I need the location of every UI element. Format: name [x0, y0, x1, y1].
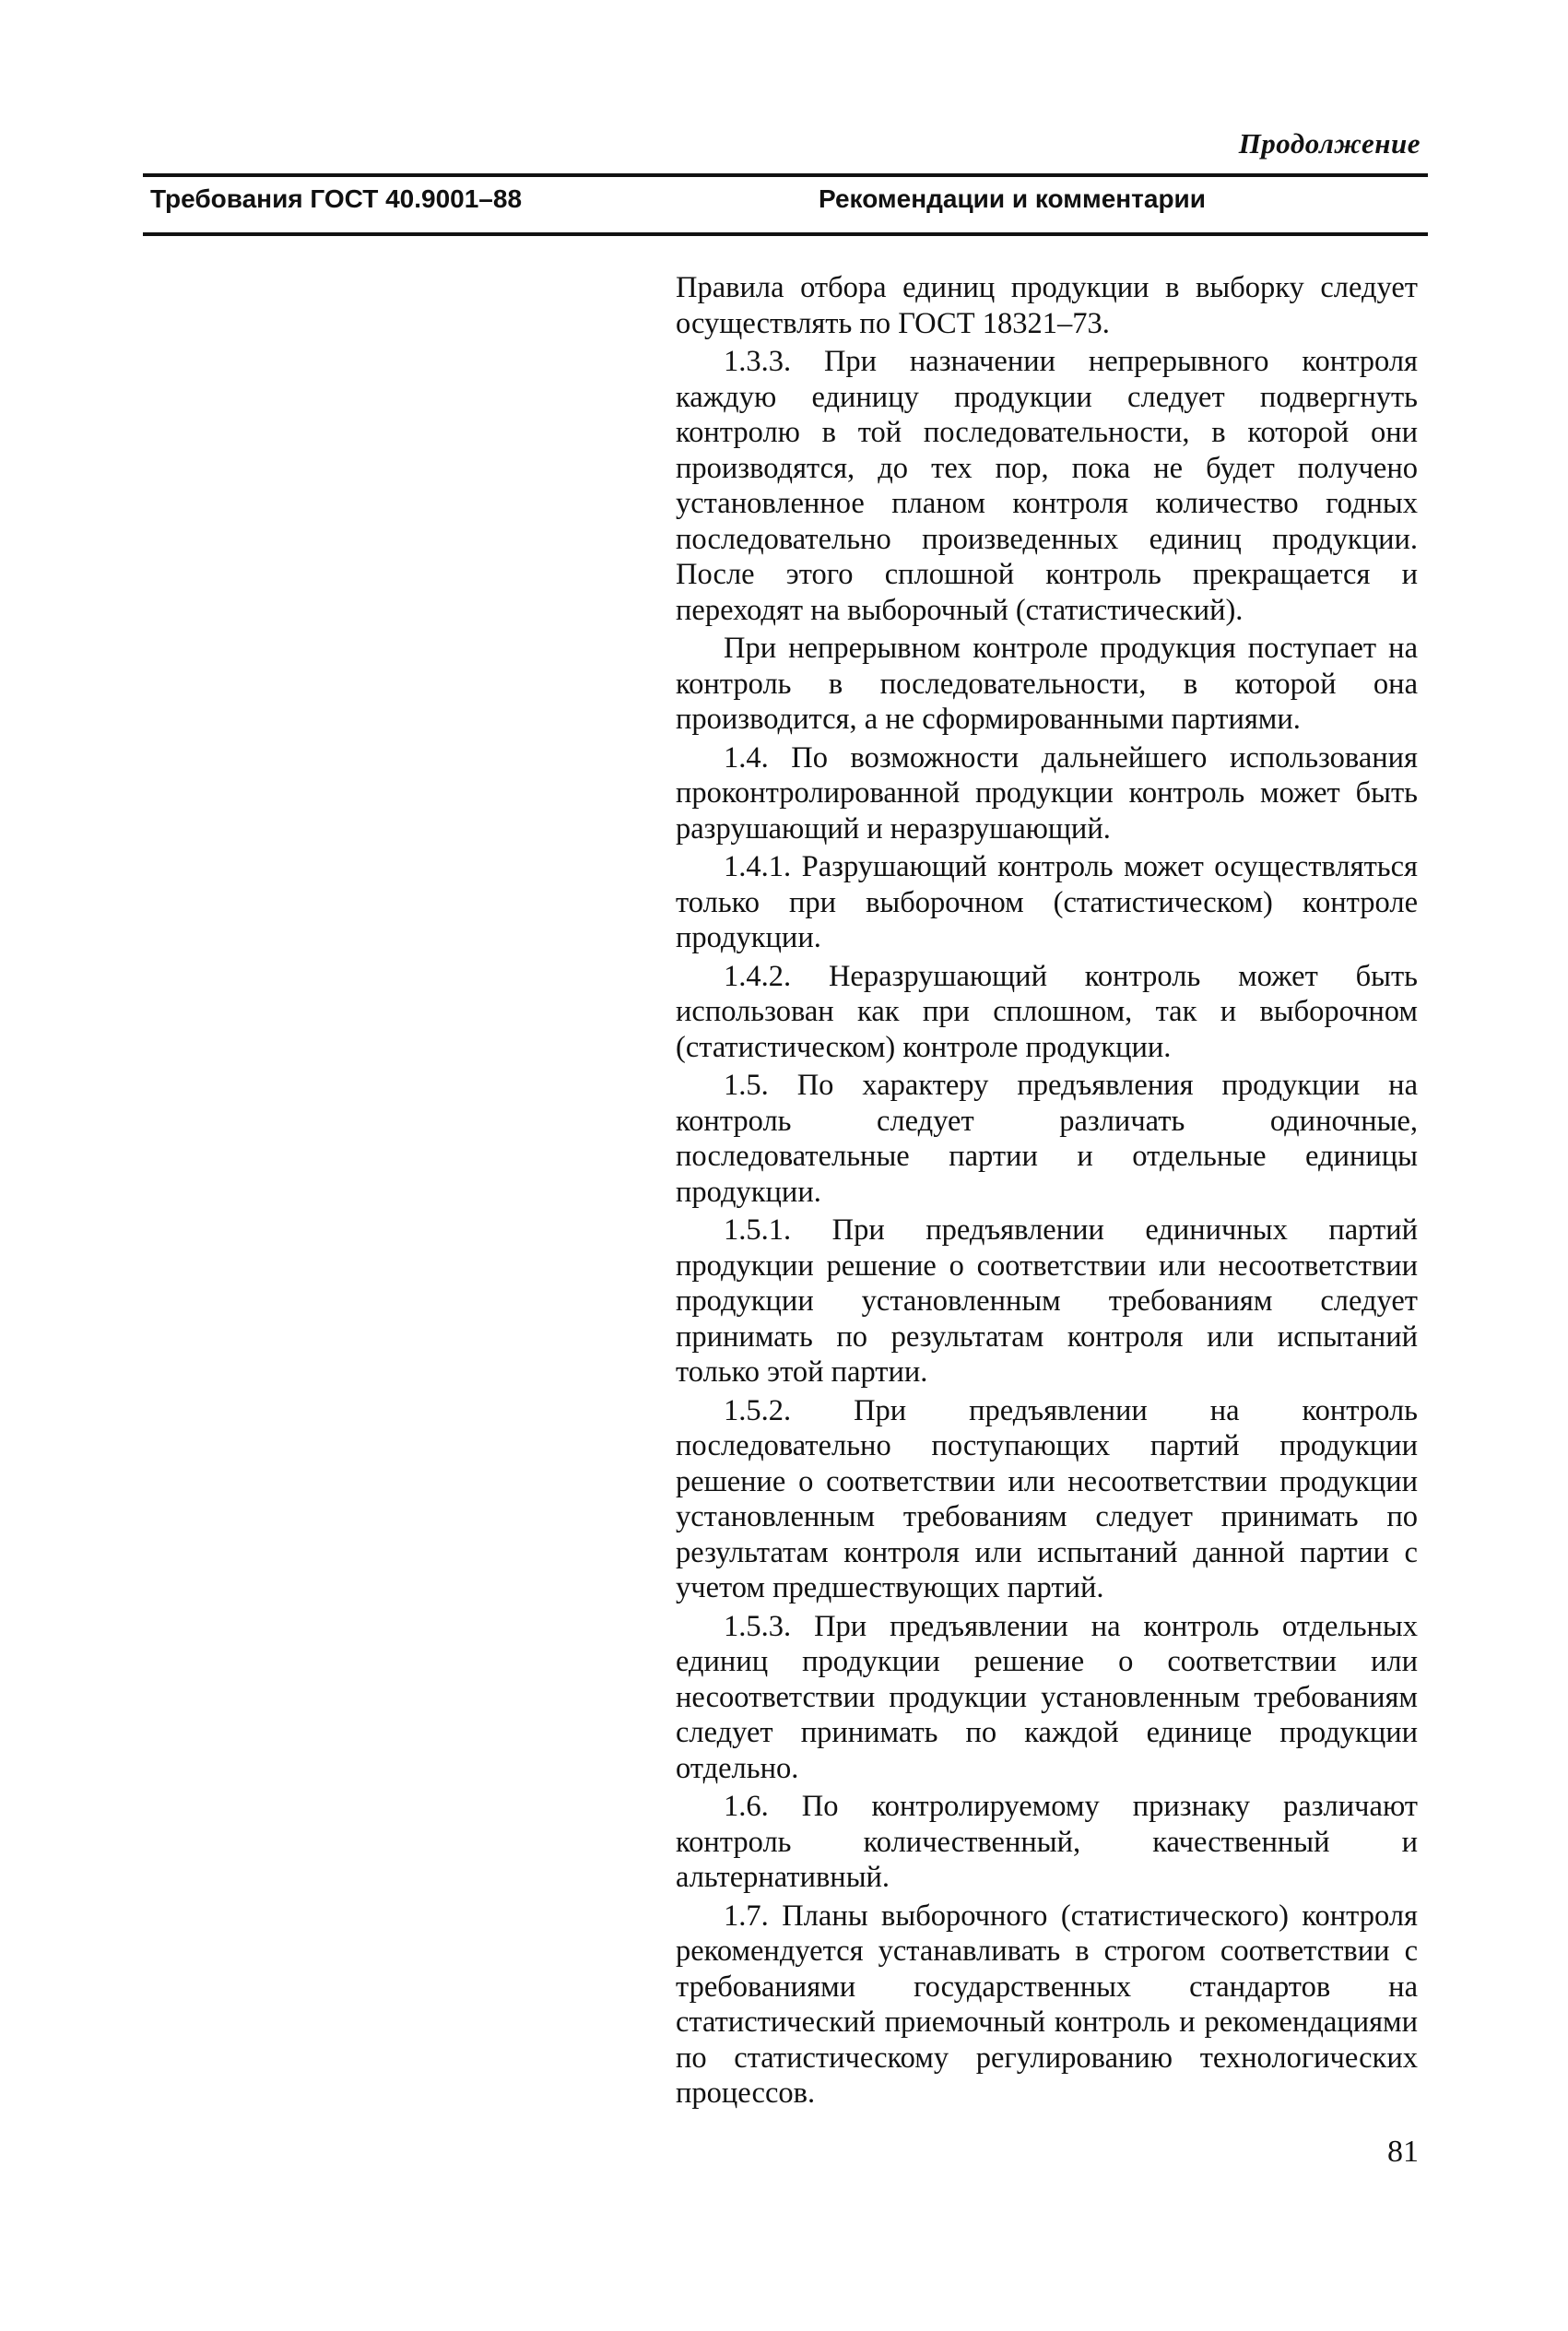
paragraph-sampling-rules: Правила отбора единиц продукции в выборку следует осуществлять по ГОСТ 18321–73.	[676, 271, 1418, 340]
paragraph-1-5-1: 1.5.1. При предъявлении единичных партий продукции решение о соответствии или несоответствии продукции установленным требованиям следует принимать по результатам контроля или испытаний только этой партии.	[676, 1213, 1418, 1389]
paragraph-continuous-control: При непрерывном контроле продукция поступает на контроль в последовательности, в которой она производится, а не сформированными партиями.	[676, 632, 1418, 736]
header-rule-top	[143, 173, 1428, 177]
paragraph-1-4-1: 1.4.1. Разрушающий контроль может осуществляться только при выборочном (статистическом) контроле продукции.	[676, 850, 1418, 954]
continuation-label: Продолжение	[1238, 127, 1421, 160]
header-rule-bottom	[143, 232, 1428, 236]
paragraph-1-5-3: 1.5.3. При предъявлении на контроль отдельных единиц продукции решение о соответствии или несоответствии продукции установленным требованиям следует принимать по каждой единице продукции отдельно.	[676, 1609, 1418, 1785]
paragraph-1-4-2: 1.4.2. Неразрушающий контроль может быть использован как при сплошном, так и выборочном (статистическом) контроле продукции.	[676, 959, 1418, 1064]
paragraph-1-4: 1.4. По возможности дальнейшего использования проконтролированной продукции контроль может быть разрушающий и неразрушающий.	[676, 740, 1418, 846]
paragraph-1-5-2: 1.5.2. При предъявлении на контроль последовательно поступающих партий продукции решение о соответствии или несоответствии продукции установленным требованиям следует принимать по результатам контроля или испытаний данной партии с учетом предшествующих партий.	[676, 1393, 1418, 1604]
paragraph-1-7: 1.7. Планы выборочного (статистического) контроля рекомендуется устанавливать в строгом соответствии с требованиями государственных стандартов на статистический приемочный контроль и рекомендациями по статистическому регулированию технологических процессов.	[676, 1899, 1418, 2110]
page-number: 81	[1387, 2135, 1419, 2169]
paragraph-1-6: 1.6. По контролируемому признаку различают контроль количественный, качественный и альтернативный.	[676, 1790, 1418, 1894]
left-column-header: Требования ГОСТ 40.9001–88	[150, 184, 523, 213]
paragraph-1-5: 1.5. По характеру предъявления продукции на контроль следует различать одиночные, последовательные партии и отдельные единицы продукции.	[676, 1069, 1418, 1209]
right-column-header: Рекомендации и комментарии	[819, 184, 1206, 213]
paragraph-1-3-3: 1.3.3. При назначении непрерывного контроля каждую единицу продукции следует подвергнуть контролю в той последовательности, в которой они производятся, до тех пор, пока не будет получено установленное планом контроля количество годных последовательно произведенных единиц продукции. После этого сплошной контроль прекращается и переходят на выборочный (статистический).	[676, 345, 1418, 627]
recommendations-text	[676, 270, 1418, 2114]
